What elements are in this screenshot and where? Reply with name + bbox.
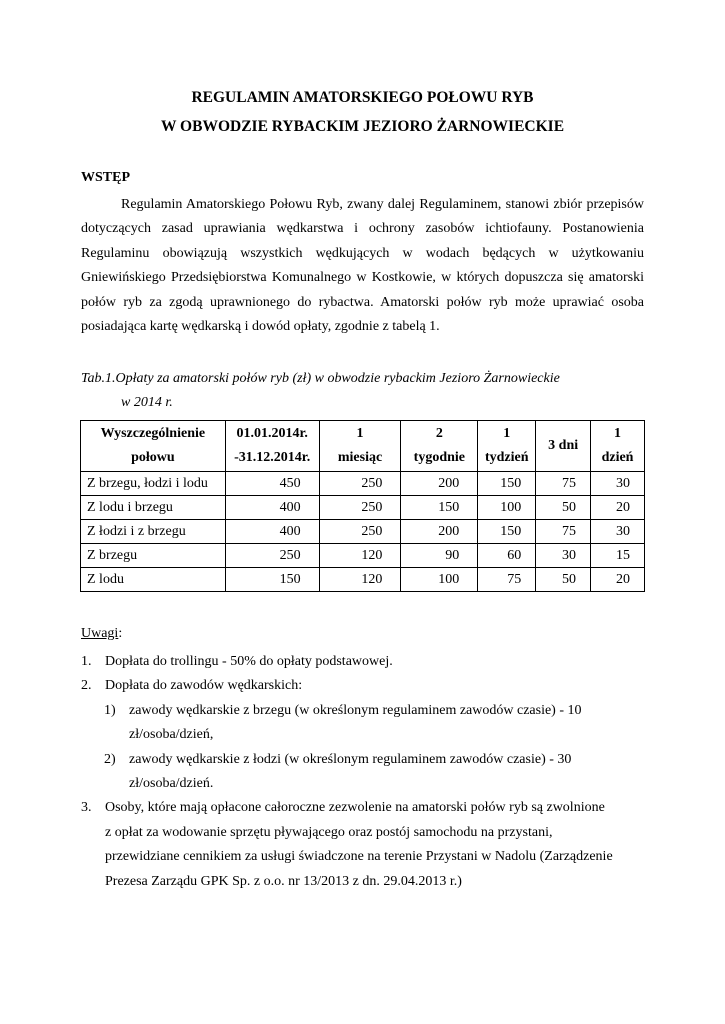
- document-title-line2: W OBWODZIE RYBACKIM JEZIORO ŻARNOWIECKIE: [160, 118, 565, 135]
- table-cell: 150: [478, 472, 536, 496]
- notes-heading-colon: :: [118, 626, 123, 641]
- table-row: [81, 568, 645, 592]
- table-row: [81, 544, 645, 568]
- table-cell: 250: [319, 496, 401, 520]
- sub-list-item: [81, 748, 681, 797]
- header-cell: 1 miesiąc: [319, 421, 401, 472]
- table-cell: 120: [319, 568, 401, 592]
- table-cell: 250: [319, 520, 401, 544]
- list-item-text: Dopłata do zawodów wędkarskich:: [105, 678, 303, 694]
- table-cell: 150: [225, 568, 319, 592]
- table-cell: 20: [591, 568, 645, 592]
- document-title-line1: REGULAMIN AMATORSKIEGO POŁOWU RYB: [191, 89, 534, 106]
- table-cell: 75: [536, 472, 591, 496]
- table-cell: Z lodu: [81, 568, 226, 592]
- sub-list-item: [81, 699, 681, 748]
- table-cell: 200: [401, 520, 478, 544]
- header-cell: 01.01.2014r. -31.12.2014r.: [225, 421, 319, 472]
- list-item: [81, 650, 681, 674]
- table-caption-year: w 2014 r.: [121, 395, 173, 410]
- table-cell: 50: [536, 568, 591, 592]
- table-cell: 250: [319, 472, 401, 496]
- notes-heading-wrap: [81, 626, 122, 642]
- table-row: [81, 472, 645, 496]
- table-cell: 90: [401, 544, 478, 568]
- table-cell: 30: [536, 544, 591, 568]
- list-item-text-cont: z opłat za wodowanie sprzętu pływającego oraz postój samochodu na przystani,: [105, 824, 553, 840]
- table-cell: 250: [225, 544, 319, 568]
- table-cell: 20: [591, 496, 645, 520]
- table-row: [81, 496, 645, 520]
- sub-list-number: 2): [104, 751, 116, 767]
- table-caption: Tab.1.Opłaty za amatorski połów ryb (zł) w obwodzie rybackim Jezioro Żarnowieckie: [81, 371, 560, 386]
- list-item-text: Osoby, które mają opłacone całoroczne zezwolenie na amatorski połów ryb są zwolnione: [105, 800, 605, 816]
- table-cell: 120: [319, 544, 401, 568]
- list-item-text: Dopłata do trollingu - 50% do opłaty podstawowej.: [105, 654, 393, 669]
- list-number: 2.: [81, 678, 92, 694]
- table-cell: 75: [478, 568, 536, 592]
- table-cell: 150: [401, 496, 478, 520]
- header-cell: 2 tygodnie: [401, 421, 478, 472]
- header-cell: 1 dzień: [591, 421, 645, 472]
- intro-paragraph: Regulamin Amatorskiego Połowu Ryb, zwany dalej Regulaminem, stanowi zbiór przepisów dotyczących zasad uprawiania wędkarstwa i ochrony zasobów ichtiofauny. Postanowienia Regulaminu obowiązują wszystkich wędkujących w wodach będących w użytkowaniu Gniewińskiego Przedsiębiorstwa Komunalnego w Kostkowie, w których dopuszcza się amatorski połów ryb za zgodą uprawnionego do rybactwa. Amatorski połów ryb może uprawiać osoba posiadająca kartę wędkarską i dowód opłaty, zgodnie z tabelą 1.: [81, 197, 644, 335]
- table-cell: 200: [401, 472, 478, 496]
- table-cell: 100: [401, 568, 478, 592]
- table-cell: 30: [591, 472, 645, 496]
- fees-table: [80, 420, 645, 592]
- list-item: [81, 674, 681, 698]
- table-cell: 50: [536, 496, 591, 520]
- table-cell: 400: [225, 496, 319, 520]
- list-item-text-cont: Prezesa Zarządu GPK Sp. z o.o. nr 13/2013 z dn. 29.04.2013 r.): [105, 873, 462, 889]
- intro-section: [81, 193, 644, 339]
- intro-heading: WSTĘP: [81, 170, 131, 185]
- table-cell: 150: [478, 520, 536, 544]
- sub-list-item-text: zawody wędkarskie z brzegu (w określonym regulaminem zawodów czasie) - 10: [129, 702, 582, 718]
- notes-heading: Uwagi: [81, 626, 119, 641]
- list-number: 1.: [81, 654, 92, 669]
- table-cell: 100: [478, 496, 536, 520]
- header-cell: 1 tydzień: [478, 421, 536, 472]
- list-item-text-cont: przewidziane cennikiem za usługi świadczone na terenie Przystani w Nadolu (Zarządzenie: [105, 849, 613, 865]
- sub-list-item-text-cont: zł/osoba/dzień,: [129, 727, 214, 743]
- sub-list-item-text-cont: zł/osoba/dzień.: [129, 776, 214, 792]
- sub-list-item-text: zawody wędkarskie z łodzi (w określonym regulaminem zawodów czasie) - 30: [129, 751, 572, 767]
- list-item: [81, 796, 681, 894]
- table-header-row: [81, 421, 645, 472]
- table-cell: Z brzegu: [81, 544, 226, 568]
- table-cell: 15: [591, 544, 645, 568]
- table-cell: 30: [591, 520, 645, 544]
- table-row: [81, 520, 645, 544]
- notes-list: [81, 650, 681, 894]
- table-cell: 400: [225, 520, 319, 544]
- table-cell: Z łodzi i z brzegu: [81, 520, 226, 544]
- table-cell: 60: [478, 544, 536, 568]
- header-cell: Wyszczególnienie połowu: [81, 421, 226, 472]
- table-cell: Z lodu i brzegu: [81, 496, 226, 520]
- header-cell: 3 dni: [536, 421, 591, 472]
- table-cell: Z brzegu, łodzi i lodu: [81, 472, 226, 496]
- table-cell: 450: [225, 472, 319, 496]
- sub-list-number: 1): [104, 702, 116, 718]
- list-number: 3.: [81, 800, 92, 816]
- table-cell: 75: [536, 520, 591, 544]
